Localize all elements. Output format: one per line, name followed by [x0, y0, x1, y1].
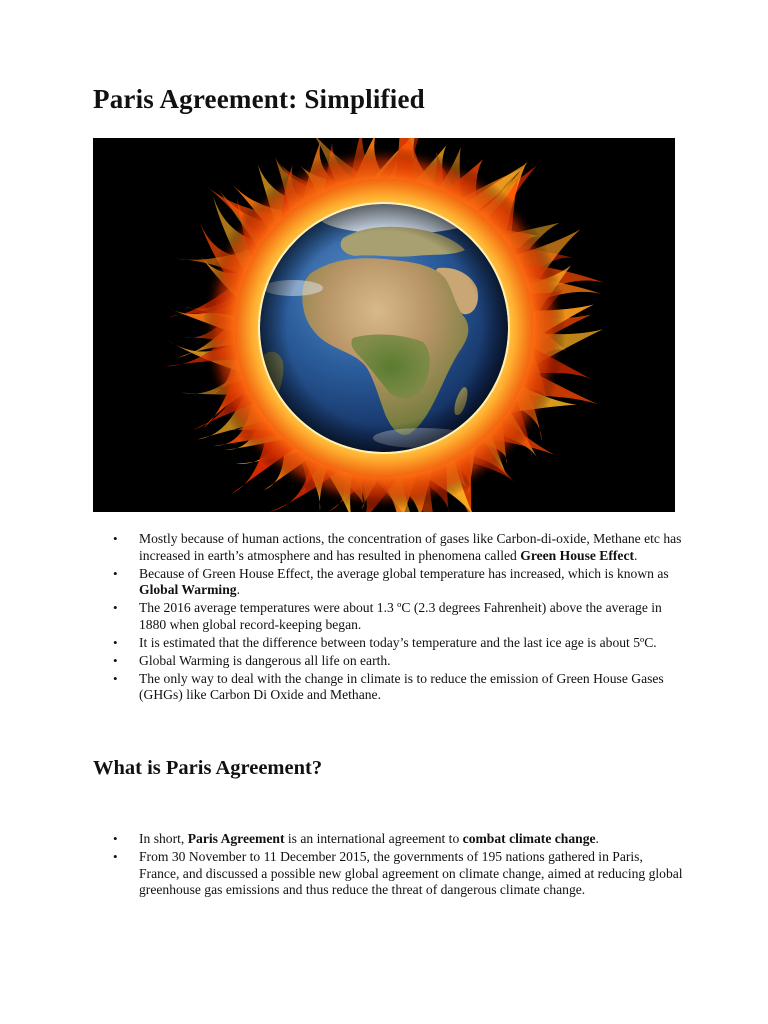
bullet-icon: •: [113, 565, 118, 581]
page-title: Paris Agreement: Simplified: [93, 84, 425, 114]
list-item: • Because of Green House Effect, the average global temperature has increased, which is known as Global Warming.: [113, 565, 669, 598]
bullet-icon: •: [113, 531, 118, 546]
list-item: • The 2016 average temperatures were about 1.3 ºC (2.3 degrees Fahrenheit) above the average in 1880 when global record-keeping began.: [113, 600, 662, 632]
list-item: • The only way to deal with the change in climate is to reduce the emission of Green House Gases (GHGs) like Carbon Di Oxide and Methane.: [113, 670, 664, 703]
section-heading: What is Paris Agreement?: [93, 757, 323, 779]
bullet-icon: •: [113, 831, 118, 846]
bullet-icon: •: [113, 848, 118, 864]
list-item: • It is estimated that the difference between today’s temperature and the last ice age is about 5ºC.: [113, 634, 657, 650]
earth-on-fire-image: [93, 138, 675, 512]
bullet-icon: •: [113, 600, 118, 616]
bullet-list-global-warming: [113, 531, 684, 705]
list-item: • Mostly because of human actions, the concentration of gases like Carbon-di-oxide, Methane etc has increased in earth’s atmosphere and has resulted in phenomena called Green House Effect.: [113, 531, 682, 563]
list-item: • In short, Paris Agreement is an international agreement to combat climate change.: [113, 831, 599, 846]
list-item: • From 30 November to 11 December 2015, the governments of 195 nations gathered in Paris, France, and discussed a possible new global agreement on climate change, aimed at reducing global greenhouse gas emissions and thus reduce the threat of dangerous climate change.: [113, 848, 683, 898]
bullet-icon: •: [113, 634, 118, 650]
bullet-list-paris-agreement: [113, 831, 684, 900]
list-item: • Global Warming is dangerous all life on earth.: [113, 652, 391, 668]
bullet-icon: •: [113, 670, 118, 686]
earth-fire-illustration: [93, 138, 675, 512]
bullet-icon: •: [113, 652, 118, 668]
